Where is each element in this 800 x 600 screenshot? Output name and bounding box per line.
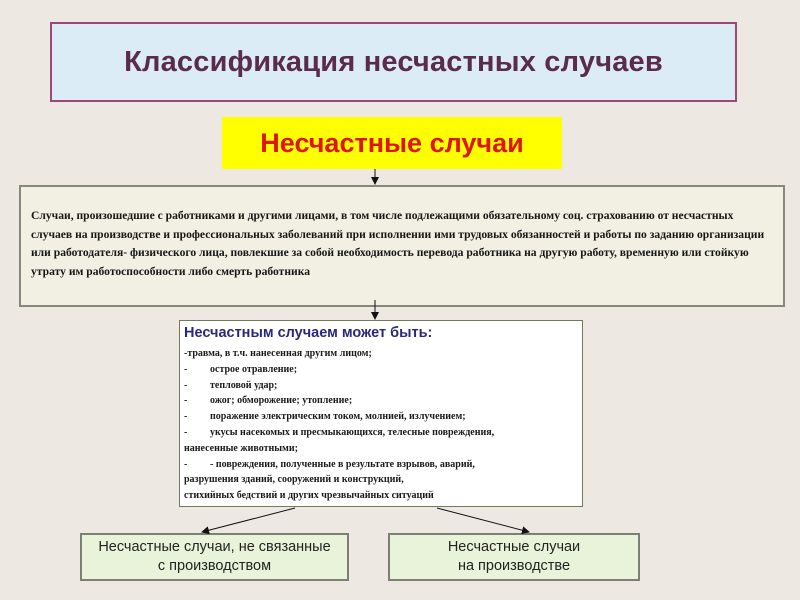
list-item: стихийных бедствий и других чрезвычайных ситуаций xyxy=(184,490,434,502)
list-item: - - повреждения, полученные в результате взрывов, аварий, xyxy=(184,458,475,470)
category-label-line: Несчастные случаи xyxy=(447,539,581,555)
list-item: разрушения зданий, сооружений и конструкций, xyxy=(184,474,404,486)
list-item: - острое отравление; xyxy=(184,363,298,375)
category-label-line: на производстве xyxy=(457,558,571,574)
list-title: Несчастным случаем может быть: xyxy=(184,325,433,341)
page-title: Классификация несчастных случаев xyxy=(124,45,663,78)
list-item: нанесенные животными; xyxy=(184,442,298,454)
definition-text: Случаи, произошедшие с работниками и другими лицами, в том числе подлежащими обязательному соц. страхованию от несчастных случаев на производстве и профессиональных заболеваний при исполнении ими трудовых обязанностей и работы по заданию организации или работодателя- физического лица, повлекшие за собой необходимость перевода работника на другую работу, временную или стойкую утрату им работоспособности либо смерть работника xyxy=(31,209,765,278)
list-item: - ожог; обморожение; утопление; xyxy=(184,395,353,407)
list-item: - укусы насекомых и пресмыкающихся, телесные повреждения, xyxy=(184,426,495,438)
heading-text: Несчастные случаи xyxy=(260,127,524,158)
list-item: -травма, в т.ч. нанесенная другим лицом; xyxy=(184,348,372,359)
category-label-line: с производством xyxy=(157,558,272,574)
category-label-line: Несчастные случаи, не связанные xyxy=(98,539,331,555)
list-item: - тепловой удар; xyxy=(184,379,278,391)
list-item: - поражение электрическим током, молнией, излучением; xyxy=(184,411,466,423)
arrow-list-to-right-category xyxy=(437,508,529,532)
arrow-list-to-left-category xyxy=(202,508,295,532)
